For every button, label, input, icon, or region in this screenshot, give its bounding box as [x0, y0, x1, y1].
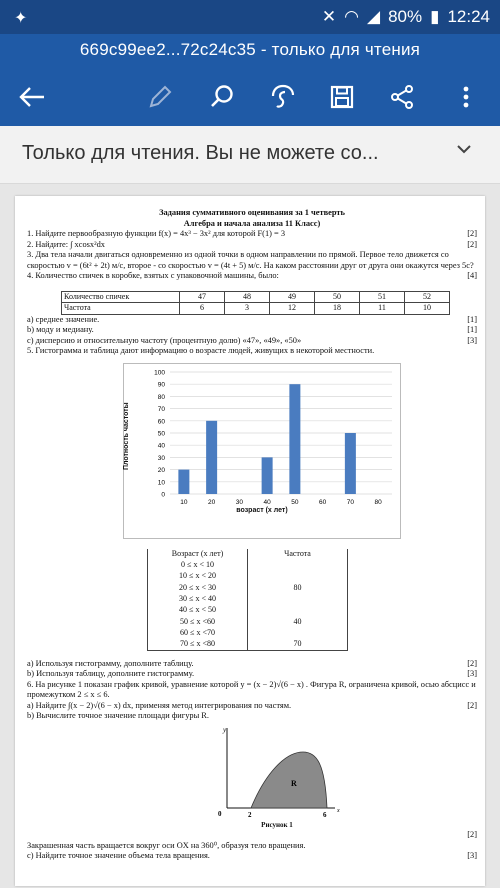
question-6c: c) Найдите точное значение объема тела вращения. [3] — [27, 851, 477, 861]
question-5a: a) Используя гистограмму, дополните таблицу. [2] — [27, 658, 477, 668]
chart-y-tick-label: 80 — [157, 393, 165, 401]
banner-text: Только для чтения. Вы не можете со... — [22, 142, 379, 164]
chart-y-tick-label: 70 — [157, 405, 165, 413]
chart-y-tick-label: 90 — [157, 381, 165, 389]
table-row: 70 ≤ x <80 70 — [148, 639, 348, 650]
app-bar — [0, 34, 500, 126]
chart-y-tick-label: 10 — [157, 478, 165, 486]
age-frequency-table — [147, 549, 348, 651]
fig-y-label: y — [223, 725, 227, 734]
question-4a: a) среднее значение. [1] — [27, 314, 477, 324]
table-row: 30 ≤ x < 40 — [148, 594, 348, 605]
mute-icon: ✕ — [321, 7, 337, 26]
doc-heading-2: Алгебра и начала анализа 11 Класс) — [183, 218, 321, 228]
settings-icon: ✦ — [14, 10, 28, 27]
save-icon — [330, 85, 354, 109]
question-4b: b) моду и медиану. [1] — [27, 325, 477, 334]
table-row: Частота 6 3 12 18 11 10 — [62, 303, 450, 315]
read-aloud-icon — [271, 84, 297, 110]
back-arrow-icon — [18, 86, 46, 108]
toolbar — [0, 74, 500, 120]
read-only-banner[interactable] — [0, 126, 500, 184]
chart-x-tick-label: 60 — [319, 498, 327, 506]
table-row: 40 ≤ x < 50 — [148, 605, 348, 616]
table-row: 0 ≤ x < 10 — [148, 560, 348, 571]
chart-y-tick-label: 40 — [157, 442, 165, 450]
question-6b: b) Вычислите точное значение площади фигуры R. — [27, 711, 209, 721]
back-button[interactable] — [12, 78, 52, 116]
save-button[interactable] — [322, 78, 362, 116]
region-r-shape — [251, 752, 327, 808]
chart-bar — [178, 469, 189, 493]
table-row: 60 ≤ x <70 — [148, 628, 348, 639]
table-row: 20 ≤ x < 30 80 — [148, 582, 348, 593]
chart-x-tick-label: 70 — [346, 498, 354, 506]
more-vertical-icon — [462, 85, 470, 109]
search-icon — [209, 84, 235, 110]
chart-x-tick-label: 20 — [208, 498, 216, 506]
wifi-icon: ◠ — [344, 7, 359, 26]
question-1: 1. Найдите первообразную функции f(x) = 4x³ − 3x² для которой F(1) = 3 [2] — [27, 229, 477, 238]
fig-tick-2: 2 — [248, 810, 252, 819]
chart-x-tick-label: 10 — [180, 498, 188, 506]
matches-table — [61, 291, 450, 315]
chart-y-tick-label: 60 — [157, 417, 165, 425]
doc-heading-1: Задания суммативного оценивания за 1 четверть — [159, 208, 345, 217]
fig-region-label: R — [291, 778, 297, 788]
share-button[interactable] — [382, 78, 422, 116]
more-options-button[interactable] — [446, 78, 486, 116]
edit-button[interactable] — [140, 78, 180, 116]
table-row: 50 ≤ x <60 40 — [148, 616, 348, 627]
question-5: 5. Гистограмма и таблица дают информацию о возрасте людей, живущих в некоторой местности. — [27, 346, 375, 355]
battery-icon: ▮ — [430, 7, 440, 26]
question-5b: b) Используя таблицу, дополните гистограмму. [3] — [27, 669, 477, 679]
chart-y-tick-label: 0 — [161, 491, 165, 498]
question-6a: a) Найдите ∫(x − 2)√(6 − x) dx, применяя метод интегрирования по частям. [2] — [27, 700, 477, 710]
chart-bar — [289, 384, 300, 494]
read-aloud-button[interactable] — [264, 78, 304, 116]
question-2: 2. Найдите: ∫ xcosx²dx [2] — [27, 239, 477, 249]
chart-y-tick-label: 50 — [157, 430, 165, 437]
figure-caption: Рисунок 1 — [261, 820, 293, 829]
chevron-down-icon[interactable] — [456, 142, 472, 160]
pencil-icon — [147, 84, 173, 110]
fig-tick-6: 6 — [323, 810, 327, 819]
search-button[interactable] — [202, 78, 242, 116]
chart-x-axis-label: возраст (x лет) — [236, 506, 288, 514]
fig-origin-label: 0 — [218, 809, 222, 818]
clock: 12:24 — [447, 7, 490, 26]
chart-bar — [262, 457, 273, 494]
question-6: 6. На рисунке 1 показан график кривой, уравнение которой y = (x − 2)√(6 − x) . Фигура R, ограничена кривой, осью абсцисс и промежутком 2 ≤ x ≤ 6. — [27, 679, 476, 700]
document-page — [15, 196, 485, 886]
share-icon — [389, 84, 415, 110]
chart-y-tick-label: 30 — [157, 454, 165, 462]
chart-x-tick-label: 80 — [374, 498, 382, 506]
question-6-note: Закрашенная часть вращается вокруг оси OX на 360⁰, образуя тело вращения. — [27, 840, 306, 850]
chart-bar — [345, 433, 356, 494]
chart-y-axis-label: Плотность частоты — [123, 401, 130, 470]
chart-x-tick-label: 40 — [263, 498, 271, 506]
chart-x-tick-label: 50 — [291, 498, 299, 506]
document-content — [27, 208, 477, 862]
question-3: 3. Два тела начали двигаться одновременно из одной точки в одном направлении по прямой. Первое тело движется со скоростью v = (6t² + 2t) м/с, второе - со скоростью v = (4t + 5) м/с. На каком расстоянии друг от друга они окажутся через 5с? [4] — [27, 250, 477, 280]
question-4c: c) дисперсию и относительную частоту (процентную долю) «47», «49», «50» [3] — [27, 335, 477, 345]
question-4: 4. Количество спичек в коробке, взятых с упаковочной машины, было: — [27, 271, 279, 280]
chart-x-tick-label: 30 — [235, 498, 243, 506]
chart-y-tick-label: 20 — [157, 466, 165, 474]
table-header-row: Возраст (x лет) Частота — [148, 549, 348, 560]
status-bar — [0, 0, 500, 34]
chart-bar — [206, 420, 217, 493]
chart-y-tick-label: 100 — [154, 369, 165, 376]
question-6b-mark: [2] — [467, 830, 477, 840]
document-title: 669c99ee2...72c24c35 - только для чтения — [79, 40, 421, 59]
figure-1 — [213, 724, 343, 820]
notification-icons — [14, 8, 27, 28]
histogram — [123, 363, 401, 539]
fig-x-label: x — [337, 807, 340, 814]
battery-level: 80% — [388, 7, 423, 26]
curve-figure-svg — [213, 724, 343, 820]
table-row: 10 ≤ x < 20 — [148, 571, 348, 582]
signal-icon: ◢ — [366, 7, 381, 26]
table-row: Количество спичек 47 48 49 50 51 52 — [62, 291, 450, 303]
